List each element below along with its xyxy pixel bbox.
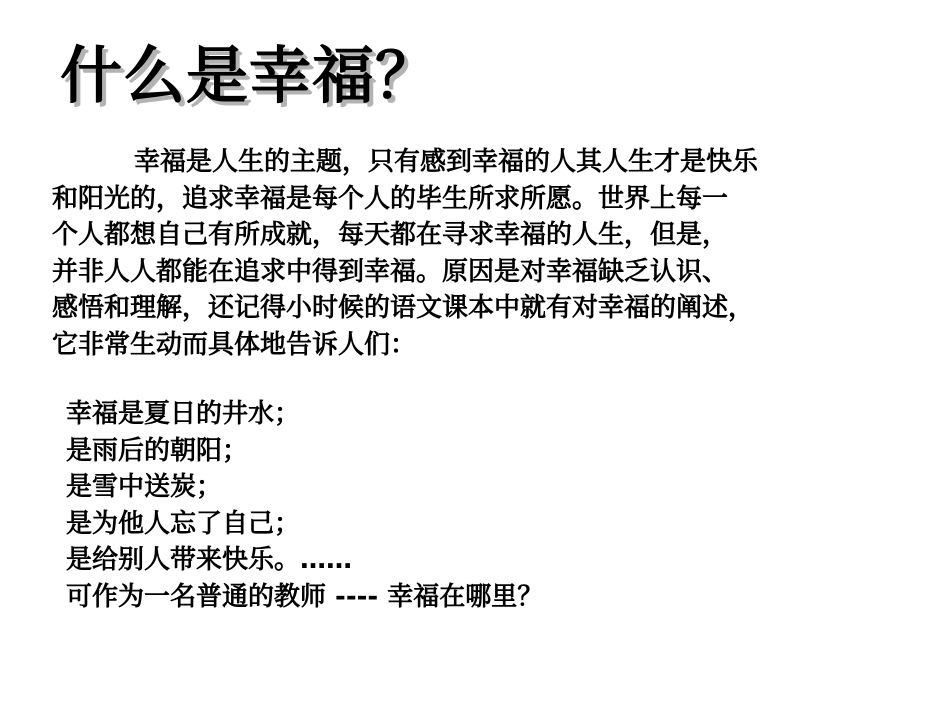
intro-line: 并非人人都能在追求中得到幸福。原因是对幸福缺乏认识、 xyxy=(52,256,729,287)
intro-line: 它非常生动而具体地告诉人们： xyxy=(52,329,417,360)
intro-line: 和阳光的，追求幸福是每个人的毕生所求所愿。世界上每一 xyxy=(52,183,729,214)
intro-line: 幸福是人生的主题，只有感到幸福的人其人生才是快乐 xyxy=(134,147,759,177)
slide-title: 什么是幸福？ xyxy=(60,39,439,112)
poem-line: 是雪中送炭； xyxy=(66,472,223,502)
poem-block xyxy=(66,396,543,615)
poem-line: 幸福是夏日的井水； xyxy=(66,399,301,429)
poem-line: 是给别人带来快乐。…… xyxy=(66,545,353,575)
intro-paragraph xyxy=(52,144,902,363)
intro-line: 感悟和理解，还记得小时候的语文课本中就有对幸福的阐述， xyxy=(52,293,755,323)
intro-line: 个人都想自己有所成就，每天都在寻求幸福的人生，但是， xyxy=(52,220,729,250)
poem-line: 可作为一名普通的教师 ---- 幸福在哪里？ xyxy=(66,581,544,612)
poem-line: 是为他人忘了自己； xyxy=(66,508,301,539)
poem-line: 是雨后的朝阳； xyxy=(66,435,249,466)
